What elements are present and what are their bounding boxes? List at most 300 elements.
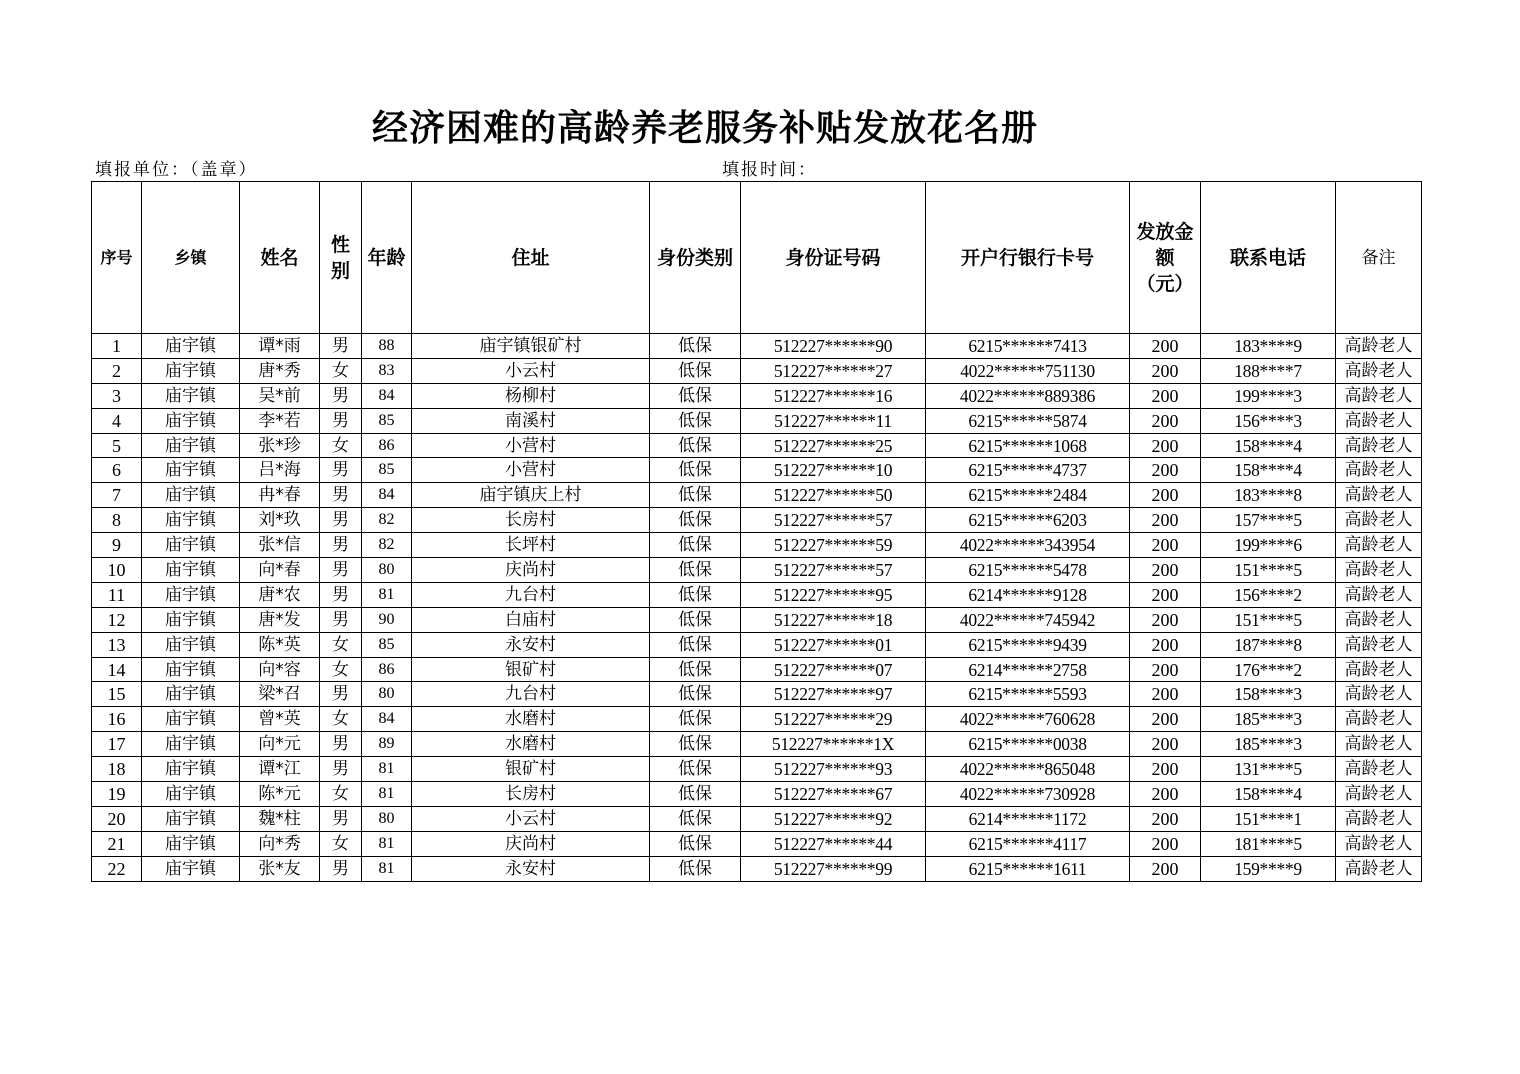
cell-id-type: 低保 — [650, 433, 741, 458]
cell-id-no: 512227******10 — [741, 458, 926, 483]
cell-name: 向*元 — [240, 732, 320, 757]
cell-name: 魏*柱 — [240, 806, 320, 831]
header-amount-line2: 额 — [1155, 246, 1175, 269]
cell-age: 90 — [362, 607, 412, 632]
cell-address: 庙宇镇银矿村 — [412, 334, 650, 359]
cell-gender: 女 — [320, 831, 362, 856]
table-row — [92, 582, 1422, 607]
cell-gender: 男 — [320, 533, 362, 558]
cell-remark: 高龄老人 — [1336, 632, 1422, 657]
cell-age: 82 — [362, 533, 412, 558]
cell-bank-card: 6215******5593 — [926, 682, 1130, 707]
cell-phone: 157****5 — [1201, 508, 1336, 533]
cell-address: 银矿村 — [412, 757, 650, 782]
cell-id-type: 低保 — [650, 707, 741, 732]
cell-amount: 200 — [1130, 458, 1201, 483]
cell-town: 庙宇镇 — [142, 508, 240, 533]
cell-id-type: 低保 — [650, 757, 741, 782]
cell-name: 谭*雨 — [240, 334, 320, 359]
cell-address: 长房村 — [412, 508, 650, 533]
header-amount — [1130, 182, 1201, 334]
cell-id-type: 低保 — [650, 782, 741, 807]
header-seq: 序号 — [92, 182, 142, 334]
cell-gender: 男 — [320, 558, 362, 583]
cell-remark: 高龄老人 — [1336, 483, 1422, 508]
cell-address: 小营村 — [412, 433, 650, 458]
cell-id-no: 512227******67 — [741, 782, 926, 807]
cell-bank-card: 6215******5478 — [926, 558, 1130, 583]
cell-address: 庙宇镇庆上村 — [412, 483, 650, 508]
cell-bank-card: 6215******1068 — [926, 433, 1130, 458]
cell-name: 陈*元 — [240, 782, 320, 807]
cell-town: 庙宇镇 — [142, 632, 240, 657]
cell-town: 庙宇镇 — [142, 707, 240, 732]
cell-name: 吕*海 — [240, 458, 320, 483]
table-row — [92, 607, 1422, 632]
cell-gender: 女 — [320, 358, 362, 383]
cell-amount: 200 — [1130, 732, 1201, 757]
cell-name: 张*友 — [240, 856, 320, 881]
header-age: 年龄 — [362, 182, 412, 334]
cell-address: 南溪村 — [412, 408, 650, 433]
cell-amount: 200 — [1130, 682, 1201, 707]
cell-town: 庙宇镇 — [142, 657, 240, 682]
cell-town: 庙宇镇 — [142, 732, 240, 757]
header-phone: 联系电话 — [1201, 182, 1336, 334]
cell-seq: 13 — [92, 632, 142, 657]
cell-phone: 183****9 — [1201, 334, 1336, 359]
cell-gender: 男 — [320, 383, 362, 408]
cell-seq: 1 — [92, 334, 142, 359]
header-remark: 备注 — [1336, 182, 1422, 334]
cell-town: 庙宇镇 — [142, 433, 240, 458]
cell-amount: 200 — [1130, 334, 1201, 359]
cell-id-type: 低保 — [650, 383, 741, 408]
cell-name: 李*若 — [240, 408, 320, 433]
cell-address: 永安村 — [412, 632, 650, 657]
cell-phone: 185****3 — [1201, 707, 1336, 732]
cell-id-no: 512227******29 — [741, 707, 926, 732]
cell-bank-card: 6215******2484 — [926, 483, 1130, 508]
cell-amount: 200 — [1130, 358, 1201, 383]
cell-gender: 男 — [320, 682, 362, 707]
cell-seq: 8 — [92, 508, 142, 533]
cell-address: 银矿村 — [412, 657, 650, 682]
cell-seq: 14 — [92, 657, 142, 682]
cell-amount: 200 — [1130, 533, 1201, 558]
cell-id-type: 低保 — [650, 334, 741, 359]
cell-remark: 高龄老人 — [1336, 383, 1422, 408]
cell-remark: 高龄老人 — [1336, 707, 1422, 732]
cell-name: 冉*春 — [240, 483, 320, 508]
header-id-no: 身份证号码 — [741, 182, 926, 334]
fill-time-label: 填报时间： — [722, 160, 817, 180]
cell-bank-card: 4022******751130 — [926, 358, 1130, 383]
cell-town: 庙宇镇 — [142, 782, 240, 807]
cell-id-no: 512227******07 — [741, 657, 926, 682]
cell-id-no: 512227******93 — [741, 757, 926, 782]
cell-seq: 21 — [92, 831, 142, 856]
cell-age: 85 — [362, 632, 412, 657]
cell-phone: 151****5 — [1201, 607, 1336, 632]
cell-address: 小云村 — [412, 358, 650, 383]
cell-age: 82 — [362, 508, 412, 533]
cell-id-no: 512227******11 — [741, 408, 926, 433]
cell-phone: 185****3 — [1201, 732, 1336, 757]
cell-id-no: 512227******18 — [741, 607, 926, 632]
cell-age: 89 — [362, 732, 412, 757]
cell-seq: 17 — [92, 732, 142, 757]
cell-amount: 200 — [1130, 831, 1201, 856]
cell-id-no: 512227******25 — [741, 433, 926, 458]
cell-age: 81 — [362, 757, 412, 782]
cell-age: 88 — [362, 334, 412, 359]
cell-phone: 156****3 — [1201, 408, 1336, 433]
cell-address: 长房村 — [412, 782, 650, 807]
cell-name: 陈*英 — [240, 632, 320, 657]
cell-age: 85 — [362, 458, 412, 483]
cell-phone: 158****3 — [1201, 682, 1336, 707]
cell-phone: 199****6 — [1201, 533, 1336, 558]
cell-id-no: 512227******01 — [741, 632, 926, 657]
cell-gender: 男 — [320, 607, 362, 632]
cell-age: 81 — [362, 782, 412, 807]
cell-age: 86 — [362, 433, 412, 458]
cell-seq: 9 — [92, 533, 142, 558]
cell-town: 庙宇镇 — [142, 757, 240, 782]
cell-bank-card: 6215******4737 — [926, 458, 1130, 483]
header-gender-line2: 别 — [330, 259, 350, 282]
cell-gender: 男 — [320, 508, 362, 533]
cell-amount: 200 — [1130, 408, 1201, 433]
cell-name: 梁*召 — [240, 682, 320, 707]
cell-amount: 200 — [1130, 607, 1201, 632]
cell-remark: 高龄老人 — [1336, 657, 1422, 682]
cell-remark: 高龄老人 — [1336, 408, 1422, 433]
table-row — [92, 458, 1422, 483]
cell-bank-card: 6215******7413 — [926, 334, 1130, 359]
cell-name: 向*春 — [240, 558, 320, 583]
cell-gender: 女 — [320, 657, 362, 682]
cell-bank-card: 6215******0038 — [926, 732, 1130, 757]
cell-phone: 159****9 — [1201, 856, 1336, 881]
table-row — [92, 732, 1422, 757]
header-amount-line1: 发放金 — [1136, 220, 1194, 243]
cell-phone: 181****5 — [1201, 831, 1336, 856]
cell-seq: 10 — [92, 558, 142, 583]
cell-id-type: 低保 — [650, 483, 741, 508]
cell-id-type: 低保 — [650, 806, 741, 831]
table-row — [92, 831, 1422, 856]
cell-gender: 女 — [320, 782, 362, 807]
cell-amount: 200 — [1130, 383, 1201, 408]
cell-bank-card: 6215******5874 — [926, 408, 1130, 433]
table-row — [92, 632, 1422, 657]
cell-amount: 200 — [1130, 782, 1201, 807]
cell-remark: 高龄老人 — [1336, 607, 1422, 632]
cell-remark: 高龄老人 — [1336, 334, 1422, 359]
cell-town: 庙宇镇 — [142, 533, 240, 558]
cell-seq: 3 — [92, 383, 142, 408]
cell-gender: 男 — [320, 408, 362, 433]
cell-address: 永安村 — [412, 856, 650, 881]
table-row — [92, 682, 1422, 707]
cell-town: 庙宇镇 — [142, 383, 240, 408]
cell-amount: 200 — [1130, 707, 1201, 732]
cell-address: 庆尚村 — [412, 831, 650, 856]
cell-id-no: 512227******59 — [741, 533, 926, 558]
cell-bank-card: 6215******9439 — [926, 632, 1130, 657]
cell-seq: 22 — [92, 856, 142, 881]
cell-address: 九台村 — [412, 582, 650, 607]
cell-address: 水磨村 — [412, 707, 650, 732]
cell-seq: 20 — [92, 806, 142, 831]
header-amount-line3: （元） — [1136, 272, 1194, 295]
table-row — [92, 782, 1422, 807]
cell-id-no: 512227******1X — [741, 732, 926, 757]
cell-name: 谭*江 — [240, 757, 320, 782]
table-row — [92, 757, 1422, 782]
cell-phone: 188****7 — [1201, 358, 1336, 383]
cell-age: 81 — [362, 831, 412, 856]
cell-gender: 女 — [320, 433, 362, 458]
cell-age: 85 — [362, 408, 412, 433]
cell-age: 81 — [362, 582, 412, 607]
cell-name: 唐*发 — [240, 607, 320, 632]
header-gender-line1: 性 — [330, 233, 350, 256]
table-row — [92, 483, 1422, 508]
cell-name: 唐*秀 — [240, 358, 320, 383]
fill-unit-label: 填报单位：（盖章） — [95, 160, 258, 180]
table-row — [92, 707, 1422, 732]
cell-bank-card: 4022******865048 — [926, 757, 1130, 782]
cell-remark: 高龄老人 — [1336, 508, 1422, 533]
cell-id-type: 低保 — [650, 657, 741, 682]
cell-bank-card: 6214******2758 — [926, 657, 1130, 682]
cell-seq: 5 — [92, 433, 142, 458]
table-row — [92, 358, 1422, 383]
cell-amount: 200 — [1130, 632, 1201, 657]
table-row — [92, 433, 1422, 458]
cell-amount: 200 — [1130, 757, 1201, 782]
cell-amount: 200 — [1130, 657, 1201, 682]
table-row — [92, 508, 1422, 533]
cell-remark: 高龄老人 — [1336, 458, 1422, 483]
table-row — [92, 856, 1422, 881]
cell-remark: 高龄老人 — [1336, 732, 1422, 757]
subsidy-roster-table — [91, 181, 1422, 882]
cell-remark: 高龄老人 — [1336, 533, 1422, 558]
header-id-type: 身份类别 — [650, 182, 741, 334]
cell-town: 庙宇镇 — [142, 806, 240, 831]
cell-remark: 高龄老人 — [1336, 757, 1422, 782]
cell-address: 庆尚村 — [412, 558, 650, 583]
page-title: 经济困难的高龄养老服务补贴发放花名册 — [371, 108, 1038, 149]
header-gender — [320, 182, 362, 334]
cell-age: 80 — [362, 682, 412, 707]
cell-remark: 高龄老人 — [1336, 358, 1422, 383]
cell-id-type: 低保 — [650, 358, 741, 383]
cell-address: 小营村 — [412, 458, 650, 483]
cell-seq: 6 — [92, 458, 142, 483]
cell-name: 曾*英 — [240, 707, 320, 732]
cell-amount: 200 — [1130, 558, 1201, 583]
cell-remark: 高龄老人 — [1336, 582, 1422, 607]
cell-id-no: 512227******95 — [741, 582, 926, 607]
cell-id-type: 低保 — [650, 533, 741, 558]
table-row — [92, 558, 1422, 583]
header-bank-card: 开户行银行卡号 — [926, 182, 1130, 334]
cell-bank-card: 6214******1172 — [926, 806, 1130, 831]
cell-gender: 男 — [320, 334, 362, 359]
cell-town: 庙宇镇 — [142, 458, 240, 483]
cell-remark: 高龄老人 — [1336, 682, 1422, 707]
cell-town: 庙宇镇 — [142, 483, 240, 508]
cell-seq: 18 — [92, 757, 142, 782]
cell-gender: 男 — [320, 458, 362, 483]
cell-id-type: 低保 — [650, 508, 741, 533]
cell-id-type: 低保 — [650, 831, 741, 856]
cell-phone: 199****3 — [1201, 383, 1336, 408]
cell-address: 小云村 — [412, 806, 650, 831]
cell-id-type: 低保 — [650, 732, 741, 757]
table-row — [92, 657, 1422, 682]
cell-bank-card: 4022******889386 — [926, 383, 1130, 408]
cell-seq: 4 — [92, 408, 142, 433]
table-row — [92, 334, 1422, 359]
cell-phone: 151****1 — [1201, 806, 1336, 831]
cell-id-no: 512227******57 — [741, 558, 926, 583]
cell-bank-card: 6215******6203 — [926, 508, 1130, 533]
cell-amount: 200 — [1130, 483, 1201, 508]
cell-age: 80 — [362, 558, 412, 583]
cell-gender: 男 — [320, 806, 362, 831]
cell-id-no: 512227******44 — [741, 831, 926, 856]
cell-address: 杨柳村 — [412, 383, 650, 408]
cell-phone: 187****8 — [1201, 632, 1336, 657]
cell-id-type: 低保 — [650, 408, 741, 433]
header-town: 乡镇 — [142, 182, 240, 334]
cell-town: 庙宇镇 — [142, 582, 240, 607]
cell-amount: 200 — [1130, 856, 1201, 881]
cell-gender: 男 — [320, 732, 362, 757]
cell-bank-card: 6215******4117 — [926, 831, 1130, 856]
cell-age: 83 — [362, 358, 412, 383]
cell-gender: 男 — [320, 483, 362, 508]
cell-bank-card: 4022******343954 — [926, 533, 1130, 558]
cell-phone: 151****5 — [1201, 558, 1336, 583]
cell-seq: 12 — [92, 607, 142, 632]
cell-id-no: 512227******99 — [741, 856, 926, 881]
cell-age: 84 — [362, 383, 412, 408]
cell-amount: 200 — [1130, 806, 1201, 831]
cell-seq: 7 — [92, 483, 142, 508]
cell-name: 向*秀 — [240, 831, 320, 856]
cell-phone: 158****4 — [1201, 782, 1336, 807]
cell-remark: 高龄老人 — [1336, 831, 1422, 856]
cell-gender: 女 — [320, 632, 362, 657]
cell-id-type: 低保 — [650, 607, 741, 632]
table-row — [92, 806, 1422, 831]
cell-town: 庙宇镇 — [142, 831, 240, 856]
table-row — [92, 383, 1422, 408]
cell-remark: 高龄老人 — [1336, 433, 1422, 458]
cell-bank-card: 4022******745942 — [926, 607, 1130, 632]
cell-seq: 2 — [92, 358, 142, 383]
cell-id-no: 512227******27 — [741, 358, 926, 383]
cell-age: 84 — [362, 483, 412, 508]
table-header-row — [92, 182, 1422, 334]
cell-gender: 男 — [320, 582, 362, 607]
cell-name: 刘*玖 — [240, 508, 320, 533]
cell-id-no: 512227******97 — [741, 682, 926, 707]
cell-phone: 158****4 — [1201, 458, 1336, 483]
cell-remark: 高龄老人 — [1336, 856, 1422, 881]
cell-address: 白庙村 — [412, 607, 650, 632]
cell-age: 80 — [362, 806, 412, 831]
cell-town: 庙宇镇 — [142, 408, 240, 433]
cell-id-type: 低保 — [650, 458, 741, 483]
cell-id-no: 512227******57 — [741, 508, 926, 533]
cell-gender: 男 — [320, 856, 362, 881]
cell-id-no: 512227******92 — [741, 806, 926, 831]
cell-id-type: 低保 — [650, 856, 741, 881]
cell-gender: 男 — [320, 757, 362, 782]
cell-town: 庙宇镇 — [142, 334, 240, 359]
cell-remark: 高龄老人 — [1336, 806, 1422, 831]
cell-name: 向*容 — [240, 657, 320, 682]
cell-town: 庙宇镇 — [142, 358, 240, 383]
cell-amount: 200 — [1130, 508, 1201, 533]
table-row — [92, 533, 1422, 558]
cell-gender: 女 — [320, 707, 362, 732]
cell-name: 张*信 — [240, 533, 320, 558]
cell-amount: 200 — [1130, 433, 1201, 458]
header-name: 姓名 — [240, 182, 320, 334]
cell-id-type: 低保 — [650, 682, 741, 707]
cell-remark: 高龄老人 — [1336, 558, 1422, 583]
cell-seq: 19 — [92, 782, 142, 807]
cell-bank-card: 6214******9128 — [926, 582, 1130, 607]
cell-age: 86 — [362, 657, 412, 682]
header-address: 住址 — [412, 182, 650, 334]
cell-bank-card: 4022******760628 — [926, 707, 1130, 732]
cell-id-type: 低保 — [650, 632, 741, 657]
cell-town: 庙宇镇 — [142, 856, 240, 881]
cell-address: 水磨村 — [412, 732, 650, 757]
table-row — [92, 408, 1422, 433]
cell-id-no: 512227******90 — [741, 334, 926, 359]
cell-id-no: 512227******50 — [741, 483, 926, 508]
cell-id-type: 低保 — [650, 582, 741, 607]
cell-id-no: 512227******16 — [741, 383, 926, 408]
cell-town: 庙宇镇 — [142, 558, 240, 583]
cell-bank-card: 6215******1611 — [926, 856, 1130, 881]
cell-name: 唐*农 — [240, 582, 320, 607]
cell-phone: 158****4 — [1201, 433, 1336, 458]
cell-seq: 11 — [92, 582, 142, 607]
cell-phone: 131****5 — [1201, 757, 1336, 782]
cell-remark: 高龄老人 — [1336, 782, 1422, 807]
cell-name: 吴*前 — [240, 383, 320, 408]
cell-amount: 200 — [1130, 582, 1201, 607]
cell-town: 庙宇镇 — [142, 682, 240, 707]
cell-id-type: 低保 — [650, 558, 741, 583]
cell-phone: 183****8 — [1201, 483, 1336, 508]
cell-address: 长坪村 — [412, 533, 650, 558]
cell-age: 84 — [362, 707, 412, 732]
cell-name: 张*珍 — [240, 433, 320, 458]
